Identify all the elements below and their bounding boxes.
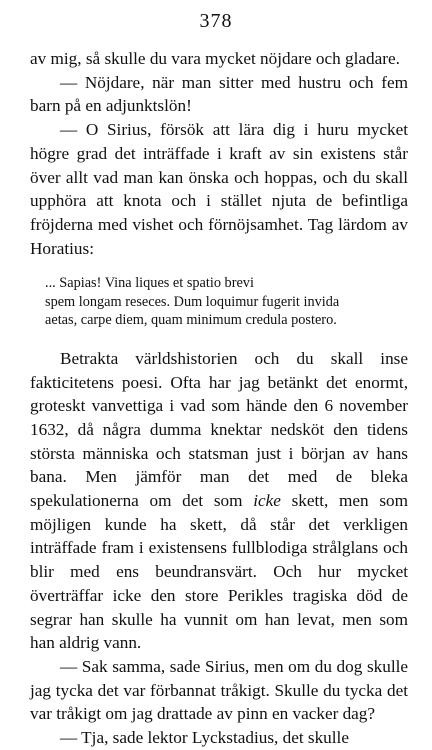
body-text (30, 47, 408, 750)
paragraph: av mig, så skulle du vara mycket nöjdare och gladare. (30, 49, 400, 68)
latin-quote (45, 274, 408, 330)
quote-line: aetas, carpe diem, quam minimum credula postero. (45, 312, 337, 329)
paragraph: — Sak samma, sade Sirius, men om du dog skulle jag tycka det var förbannat tråkigt. Skulle du tycka det var tråkigt om jag drattade av pinn en vacker dag? (30, 656, 408, 724)
quote-line: ... Sapias! Vina liques et spatio brevi (45, 275, 254, 292)
paragraph: — O Sirius, försök att lära dig i huru mycket högre grad det inträffade i kraft av sin existens står över allt vad man kan önska och hoppas, och du skall upphöra att knota och i stället njuta de befintliga fröjderna med vishet och förnöjsamhet. Tag lärdom av Horatius: (30, 120, 408, 258)
paragraph-text: Betrakta världshistorien och du skall inse fakticitetens poesi. Ofta har jag betänkt det enormt, groteskt vanvettiga i vad som hände den 6 november 1632, då några dumma knektar nedsköt den tidens största människa och statsman just i början av hans bana. Men jämför man det med de bleka spekulationerna om det som (30, 348, 408, 511)
paragraph: — Nöjdare, när man sitter med hustru och fem barn på en adjunktslön! (30, 72, 408, 116)
paragraph-text: skett, men som möjligen kunde ha skett, då står det verkligen inträffade fram i existensens fullblodiga strålglans och blir med ens beundransvärt. Och hur mycket överträffar icke den store Perikles tragiska död de segrar han skulle ha vunnit om han levat, men som han aldrig vann. (30, 491, 408, 653)
quote-line: spem longam reseces. Dum loquimur fugerit invida (45, 293, 340, 310)
paragraph (30, 347, 408, 655)
emphasized-word: icke (253, 491, 281, 511)
paragraph: — Tja, sade lektor Lyckstadius, det skulle (60, 728, 349, 748)
page-number: 378 (199, 10, 233, 32)
